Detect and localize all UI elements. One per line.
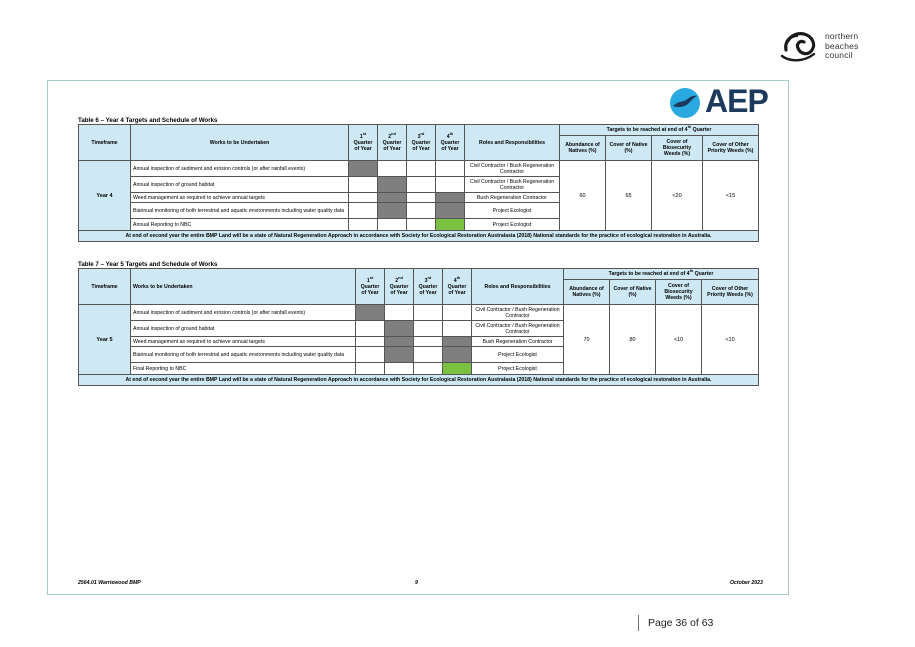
header-q1: 1st Quarter of Year — [349, 125, 378, 161]
target-cover-other: <15 — [703, 161, 759, 231]
aep-logo — [668, 83, 768, 119]
quarter-cell — [407, 177, 436, 193]
quarter-cell — [385, 363, 414, 375]
quarter-cell — [407, 193, 436, 203]
quarter-cell-active — [436, 193, 465, 203]
work-item: Biannual monitoring of both terrestrial and aquatic environments including water quality data — [131, 203, 349, 219]
quarter-cell — [356, 347, 385, 363]
quarter-cell — [407, 161, 436, 177]
quarter-cell — [414, 305, 443, 321]
header-q3: 3rd Quarter of Year — [414, 269, 443, 305]
header-roles: Roles and Responsibilities — [465, 125, 560, 161]
council-emblem-icon — [780, 28, 818, 64]
quarter-cell — [414, 321, 443, 337]
work-item: Annual Reporting to NBC — [131, 219, 349, 231]
work-item: Annual inspection of sediment and erosion controls (or after rainfall events) — [131, 161, 349, 177]
table6-caption: Table 6 – Year 4 Targets and Schedule of Works — [78, 117, 218, 124]
header-timeframe: Timeframe — [79, 269, 131, 305]
role-cell: Bush Regeneration Contractor — [465, 193, 560, 203]
header-q1: 1st Quarter of Year — [356, 269, 385, 305]
quarter-cell-reporting — [443, 363, 472, 375]
header-q2: 2nd Quarter of Year — [385, 269, 414, 305]
target-cover-native: 80 — [610, 305, 656, 375]
target-cover-biosecurity: <20 — [652, 161, 703, 231]
document-reference: 2564.01 Warriewood BMP — [78, 580, 141, 586]
quarter-cell-active — [443, 347, 472, 363]
role-cell: Civil Contractor / Bush Regeneration Contractor — [472, 321, 564, 337]
quarter-cell-active — [356, 305, 385, 321]
quarter-cell — [349, 177, 378, 193]
timeframe-cell: Year 5 — [79, 305, 131, 375]
quarter-cell — [378, 219, 407, 231]
role-cell: Project Ecologist — [465, 203, 560, 219]
header-targets: Targets to be reached at end of 4th Quarter — [564, 269, 759, 280]
quarter-cell — [356, 337, 385, 347]
aep-bird-icon — [668, 87, 702, 119]
quarter-cell — [385, 305, 414, 321]
quarter-cell — [407, 203, 436, 219]
header-works: Works to be Undertaken — [131, 125, 349, 161]
header-q4: 4th Quarter of Year — [436, 125, 465, 161]
table7-footer-note: At end of second year the entire BMP Land will be a state of Natural Regeneration Approach in accordance with Society for Ecological Restoration Australasia (2018) National standards for the practice of ecological restoration in Australia. — [79, 375, 759, 386]
header-cover-native: Cover of Native (%) — [610, 280, 656, 305]
table6 — [78, 124, 759, 242]
quarter-cell — [356, 321, 385, 337]
table7 — [78, 268, 759, 386]
work-item: Biannual monitoring of both terrestrial and aquatic environments including water quality data — [131, 347, 356, 363]
quarter-cell — [378, 161, 407, 177]
role-cell: Project Ecologist — [472, 347, 564, 363]
quarter-cell-active — [443, 337, 472, 347]
quarter-cell-active — [378, 177, 407, 193]
header-works: Works to be Undertaken — [131, 269, 356, 305]
table7-caption: Table 7 – Year 5 Targets and Schedule of Works — [78, 261, 218, 268]
aep-wordmark: AEP — [705, 83, 768, 119]
quarter-cell-active — [385, 337, 414, 347]
work-item: Annual inspection of ground habitat — [131, 177, 349, 193]
header-cover-native: Cover of Native (%) — [606, 136, 652, 161]
quarter-cell — [349, 193, 378, 203]
quarter-cell — [414, 337, 443, 347]
quarter-cell — [349, 203, 378, 219]
quarter-cell — [443, 321, 472, 337]
role-cell: Project Ecologist — [472, 363, 564, 375]
header-targets: Targets to be reached at end of 4th Quarter — [560, 125, 759, 136]
document-date: October 2023 — [730, 580, 763, 586]
timeframe-cell: Year 4 — [79, 161, 131, 231]
target-abundance: 60 — [560, 161, 606, 231]
header-q2: 2nd Quarter of Year — [378, 125, 407, 161]
role-cell: Civil Contractor / Bush Regeneration Contractor — [465, 177, 560, 193]
header-cover-biosecurity: Cover of Biosecurity Weeds (%) — [652, 136, 703, 161]
northern-beaches-council-logo — [780, 28, 890, 64]
work-item: Annual inspection of sediment and erosion controls (or after rainfall events) — [131, 305, 356, 321]
quarter-cell — [349, 219, 378, 231]
header-q3: 3rd Quarter of Year — [407, 125, 436, 161]
quarter-cell-reporting — [436, 219, 465, 231]
role-cell: Bush Regeneration Contractor — [472, 337, 564, 347]
quarter-cell — [414, 363, 443, 375]
quarter-cell — [414, 347, 443, 363]
target-abundance: 70 — [564, 305, 610, 375]
page-number: Page 36 of 63 — [638, 615, 713, 631]
embedded-document-page — [47, 80, 789, 595]
council-name — [825, 32, 859, 61]
header-roles: Roles and Responsibilities — [472, 269, 564, 305]
role-cell: Civil Contractor / Bush Regeneration Contractor — [472, 305, 564, 321]
work-item: Annual inspection of ground habitat — [131, 321, 356, 337]
work-item: Weed management as required to achieve annual targets — [131, 337, 356, 347]
quarter-cell-active — [385, 347, 414, 363]
target-cover-native: 65 — [606, 161, 652, 231]
quarter-cell — [356, 363, 385, 375]
header-cover-other: Cover of Other Priority Weeds (%) — [702, 280, 759, 305]
role-cell: Civil Contractor / Bush Regeneration Contractor — [465, 161, 560, 177]
target-cover-biosecurity: <10 — [656, 305, 702, 375]
header-abundance: Abundance of Natives (%) — [560, 136, 606, 161]
header-cover-other: Cover of Other Priority Weeds (%) — [703, 136, 759, 161]
quarter-cell — [407, 219, 436, 231]
quarter-cell — [443, 305, 472, 321]
inner-page-number: 9 — [415, 580, 418, 586]
quarter-cell-active — [436, 203, 465, 219]
work-item: Final Reporting to NBC — [131, 363, 356, 375]
header-timeframe: Timeframe — [79, 125, 131, 161]
council-name-line1: northern — [825, 31, 859, 41]
header-abundance: Abundance of Natives (%) — [564, 280, 610, 305]
work-item: Weed management as required to achieve annual targets — [131, 193, 349, 203]
header-q4: 4th Quarter of Year — [443, 269, 472, 305]
council-name-line2: beaches — [825, 40, 859, 51]
quarter-cell-active — [378, 193, 407, 203]
target-cover-other: <10 — [702, 305, 759, 375]
quarter-cell — [436, 177, 465, 193]
quarter-cell — [436, 161, 465, 177]
council-name-line3: council — [825, 50, 853, 60]
quarter-cell-active — [349, 161, 378, 177]
quarter-cell-active — [378, 203, 407, 219]
quarter-cell-active — [385, 321, 414, 337]
header-cover-biosecurity: Cover of Biosecurity Weeds (%) — [656, 280, 702, 305]
role-cell: Project Ecologist — [465, 219, 560, 231]
table6-footer-note: At end of second year the entire BMP Land will be a state of Natural Regeneration Approach in accordance with Society for Ecological Restoration Australasia (2018) National standards for the practice of ecological restoration in Australia. — [79, 231, 759, 242]
